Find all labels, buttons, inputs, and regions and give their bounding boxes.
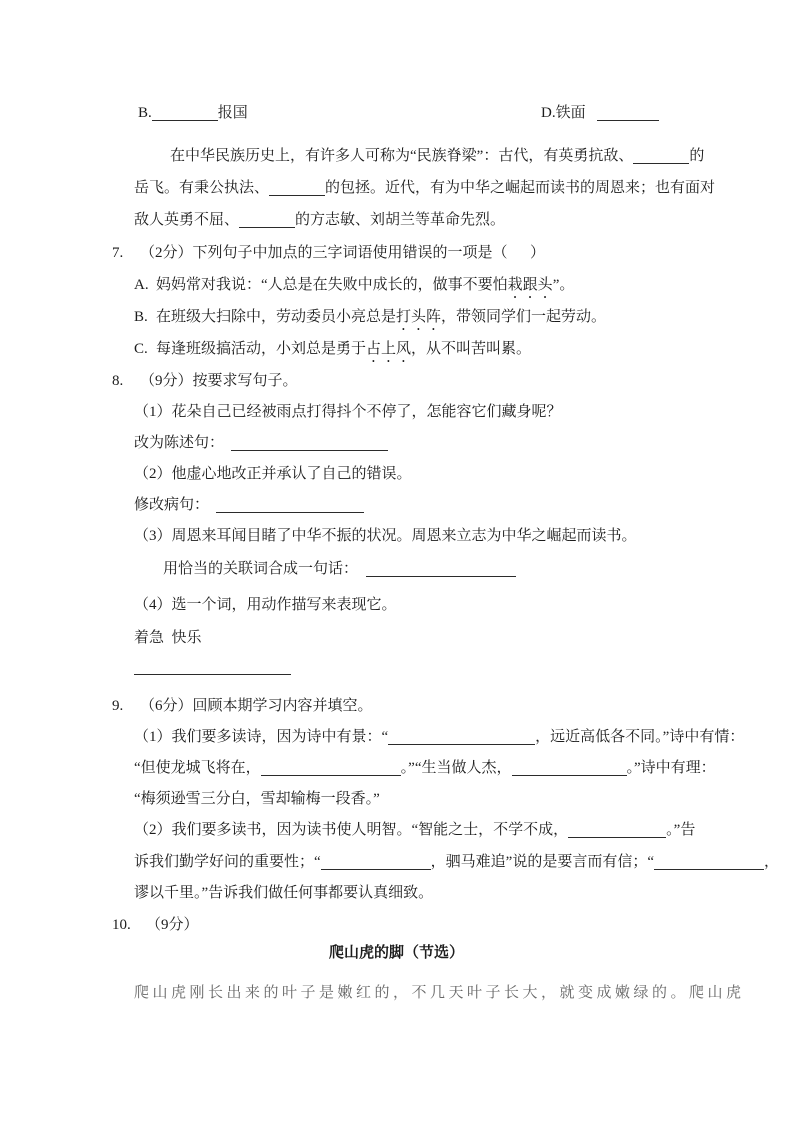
q7-option-b-emphasized: 打头阵 — [396, 309, 442, 325]
q9-number: 9. — [112, 698, 124, 714]
q9-i1l2-mid: 。”“生当做人杰， — [400, 760, 512, 776]
answer-blank-d — [597, 120, 659, 121]
q7-option-b-tail: ，带领同学们一起劳动。 — [441, 309, 607, 325]
q9-i2l2-text: 诉我们勤学好问的重要性；“ — [134, 854, 321, 870]
q9-i1l1-text: （1）我们要多读诗，因为诗中有景：“ — [134, 729, 389, 745]
answer-blank — [216, 512, 364, 513]
q9-item-2-line-2 — [134, 846, 779, 878]
q9-item-1-line-2 — [134, 752, 716, 784]
q8-word-choices — [134, 622, 202, 654]
q7-option-b-label: B. — [134, 309, 148, 325]
q9-i2l1-tail: 。”告 — [666, 822, 696, 838]
q8-item-4 — [134, 589, 397, 621]
q8-item-3 — [134, 520, 637, 552]
q7-option-c-label: C. — [134, 341, 148, 357]
answer-blank — [321, 869, 431, 870]
q9-item-1-line-3 — [134, 783, 380, 815]
q6-line1-text: 在中华民族历史上，有许多人可称为“民族脊梁”：古代，有英勇抗敌、 — [170, 148, 634, 164]
q8-heading — [112, 365, 298, 397]
answer-blank-standalone — [134, 674, 291, 675]
q7-option-b-text: 在班级大扫除中，劳动委员小亮总是 — [156, 309, 397, 325]
q7-option-a-emphasized: 栽跟头 — [507, 277, 553, 293]
answer-blank — [633, 163, 689, 164]
q8-number: 8. — [112, 373, 124, 389]
q9-item-2-line-1 — [134, 814, 695, 846]
q7-number: 7. — [112, 245, 124, 261]
q8-item-2-text: （2）他虚心地改正并承认了自己的错误。 — [134, 466, 412, 482]
q7-option-c — [134, 333, 531, 365]
option-b-label: B. — [138, 105, 152, 121]
q9-heading — [112, 690, 373, 722]
option-d-part — [541, 97, 659, 129]
q10-number: 10. — [112, 917, 131, 933]
q9-stem: （6分）回顾本期学习内容并填空。 — [140, 698, 373, 714]
q8-word-choices-text: 着急 快乐 — [134, 630, 202, 646]
q6-line3-text: 敌人英勇不屈、 — [134, 212, 240, 228]
q8-prompt-declarative — [134, 427, 388, 459]
q8-item-1 — [134, 396, 562, 428]
q6-line2-tail: 的包拯。近代，有为中华之崛起而读书的周恩来；也有面对 — [325, 180, 716, 196]
answer-blank — [568, 837, 666, 838]
passage-first-line-text: 爬山虎刚长出来的叶子是嫩红的，不几天叶子长大，就变成嫩绿的。爬山虎 — [134, 985, 745, 1001]
q6-paragraph-line-1 — [170, 140, 704, 172]
passage-title-text: 爬山虎的脚（节选） — [328, 945, 464, 961]
option-d-label: D.铁面 — [541, 105, 586, 121]
answer-blank — [366, 576, 516, 577]
fill-blank-line-bd — [138, 97, 586, 129]
q9-i1l2-tail: 。”诗中有理： — [626, 760, 716, 776]
q6-line3-tail: 的方志敏、刘胡兰等革命先烈。 — [295, 212, 506, 228]
answer-blank — [261, 775, 401, 776]
q6-line2-text: 岳飞。有秉公执法、 — [134, 180, 270, 196]
q7-option-b — [134, 301, 606, 333]
q7-option-c-emphasized: 占上风 — [366, 341, 412, 357]
q9-i1l2-text: “但使龙城飞将在， — [134, 760, 261, 776]
q8-prompt-2-text: 修改病句： — [134, 497, 210, 513]
q7-option-c-text: 每逢班级搞活动，小刘总是勇于 — [156, 341, 367, 357]
q7-heading — [112, 237, 545, 269]
q7-option-a-label: A. — [134, 277, 149, 293]
answer-blank — [512, 775, 627, 776]
q9-i2l2-tail: ， — [764, 854, 780, 870]
q7-option-c-tail: ，从不叫苦叫累。 — [411, 341, 532, 357]
q8-prompt-1-text: 改为陈述句： — [134, 435, 225, 451]
q7-option-a — [134, 269, 574, 301]
q9-i1l1-tail: ，远近高低各不同。”诗中有情： — [535, 729, 745, 745]
q8-item-2 — [134, 458, 412, 490]
q9-i2l1-text: （2）我们要多读书，因为读书使人明智。“智能之士，不学不成， — [134, 822, 569, 838]
q9-i2l2-mid: ，驷马难追”说的是要言而有信；“ — [430, 854, 654, 870]
q7-stem: （2分）下列句子中加点的三字词语使用错误的一项是（ ） — [140, 245, 546, 261]
passage-title — [0, 937, 793, 969]
q8-prompt-correct-sentence — [134, 489, 364, 521]
answer-blank — [388, 744, 535, 745]
q8-prompt-conjunction — [163, 553, 516, 585]
q10-points: （9分） — [146, 917, 199, 933]
q7-option-a-tail: ”。 — [552, 277, 575, 293]
answer-blank — [269, 195, 325, 196]
passage-first-line — [134, 977, 745, 1009]
q6-line1-tail: 的 — [689, 148, 705, 164]
q9-item-2-line-3 — [134, 877, 433, 909]
q8-item-3-text: （3）周恩来耳闻目睹了中华不振的状况。周恩来立志为中华之崛起而读书。 — [134, 528, 637, 544]
answer-blank — [239, 227, 295, 228]
q7-option-a-text: 妈妈常对我说：“人总是在失败中成长的，做事不要怕 — [156, 277, 508, 293]
q9-i2l3-text: 谬以千里。”告诉我们做任何事都要认真细致。 — [134, 885, 434, 901]
q9-item-1-line-1 — [134, 721, 744, 753]
answer-blank — [231, 450, 388, 451]
option-b-word: 报国 — [217, 105, 248, 121]
q8-stem: （9分）按要求写句子。 — [140, 373, 298, 389]
answer-blank — [654, 869, 764, 870]
answer-blank-b — [152, 120, 218, 121]
q6-paragraph-line-2 — [134, 172, 715, 204]
q9-i1l3-text: “梅须逊雪三分白，雪却输梅一段香。” — [134, 791, 380, 807]
q8-item-1-text: （1）花朵自己已经被雨点打得抖个不停了，怎能容它们藏身呢？ — [134, 404, 562, 420]
q6-paragraph-line-3 — [134, 204, 505, 236]
q8-item-4-text: （4）选一个词，用动作描写来表现它。 — [134, 597, 397, 613]
q8-prompt-3-text: 用恰当的关联词合成一句话： — [163, 561, 359, 577]
